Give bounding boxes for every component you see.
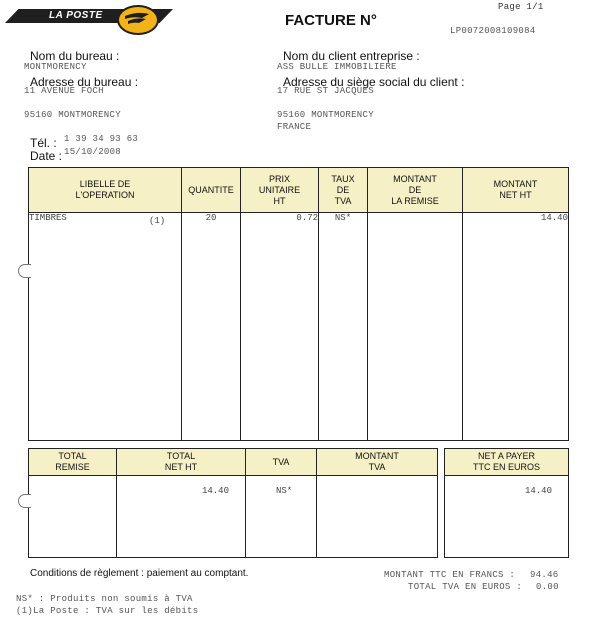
col-header-total-remise: TOTAL REMISE	[29, 449, 117, 476]
totals-header-row	[29, 449, 438, 476]
client-name-label: Nom du client entreprise :	[283, 49, 420, 63]
totals-row	[29, 476, 438, 558]
col-header-tva: TVA	[246, 449, 317, 476]
office-address-line1: 11 AVENUE FOCH	[24, 86, 104, 96]
office-address-line2: 95160 MONTMORENCY	[24, 110, 121, 120]
invoice-title: FACTURE N°	[285, 12, 377, 29]
col-header-remise: MONTANT DE LA REMISE	[368, 168, 463, 213]
invoice-lines-table	[28, 167, 569, 441]
table-row	[29, 213, 569, 441]
tva-value: NS*	[246, 476, 317, 558]
punch-hole	[18, 494, 31, 508]
col-header-total-net: TOTAL NET HT	[117, 449, 246, 476]
cell-remise	[368, 213, 463, 441]
client-address-line2: 95160 MONTMORENCY	[277, 110, 374, 120]
date-label: Date :	[30, 149, 63, 163]
col-header-montant-tva: MONTANT TVA	[317, 449, 438, 476]
col-header-montant: MONTANT NET HT	[463, 168, 569, 213]
page-number: Page 1/1	[498, 2, 544, 12]
la-poste-logo	[5, 5, 173, 27]
totals-table	[28, 448, 438, 558]
tel-label: Tél. :	[30, 136, 57, 150]
client-name: ASS BULLE IMMOBILIERE	[277, 62, 397, 72]
ttc-francs-value: 94.46	[530, 570, 559, 580]
client-address-line1: 17 RUE ST JACQUES	[277, 86, 374, 96]
invoice-number: LP0072008109084	[450, 26, 536, 36]
office-address-label: Adresse du bureau :	[30, 75, 139, 89]
col-header-net-a-payer: NET A PAYER TTC EN EUROS	[445, 449, 569, 476]
libelle-note: (1)	[149, 216, 166, 226]
col-header-taux: TAUX DE TVA	[319, 168, 368, 213]
logo-text: LA POSTE	[49, 10, 103, 21]
total-remise-value	[29, 476, 117, 558]
net-a-payer-table	[444, 448, 569, 558]
punch-hole	[18, 264, 31, 278]
footnote-ns: NS* : Produits non soumis à TVA	[16, 594, 193, 604]
montant-tva-value	[317, 476, 438, 558]
net-a-payer-value: 14.40	[445, 476, 569, 558]
col-header-prix: PRIX UNITAIRE HT	[241, 168, 319, 213]
total-net-value: 14.40	[117, 476, 246, 558]
lines-header-row	[29, 168, 569, 213]
ttc-francs-label: MONTANT TTC EN FRANCS :	[384, 570, 516, 580]
cell-montant: 14.40	[463, 213, 569, 441]
bird-icon	[117, 5, 159, 35]
office-name-label: Nom du bureau :	[30, 49, 120, 63]
footnote-la-poste: (1)La Poste : TVA sur les débits	[16, 606, 199, 616]
col-header-libelle: LIBELLE DE L'OPERATION	[29, 168, 182, 213]
cell-prix: 0.72	[241, 213, 319, 441]
date-value: 15/10/2008	[64, 147, 122, 157]
tel-value: 1 39 34 93 63	[64, 134, 139, 144]
tva-euros-value: 0.00	[536, 582, 559, 592]
client-address-label: Adresse du siège social du client :	[283, 75, 465, 89]
office-name: MONTMORENCY	[24, 62, 87, 72]
cell-taux: NS*	[319, 213, 368, 441]
col-header-quantite: QUANTITE	[182, 168, 241, 213]
payment-conditions: Conditions de règlement : paiement au comptant.	[30, 568, 249, 579]
tva-euros-label: TOTAL TVA EN EUROS :	[408, 582, 523, 592]
cell-libelle	[29, 213, 182, 441]
client-address-line3: FRANCE	[277, 122, 312, 132]
cell-quantite: 20	[182, 213, 241, 441]
libelle-text: TIMBRES	[29, 213, 67, 223]
